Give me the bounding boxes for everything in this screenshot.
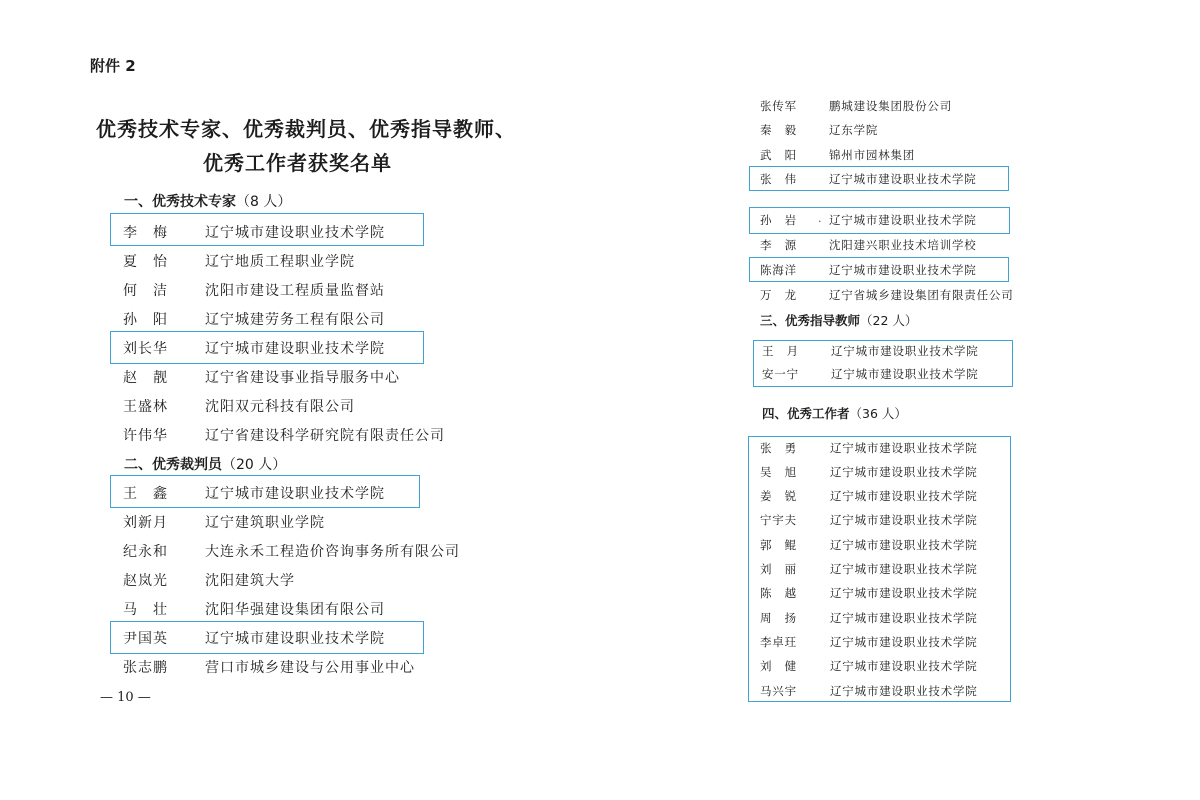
- awardee-org: 辽宁城市建设职业技术学院: [830, 538, 978, 552]
- highlight-box: [749, 257, 1009, 282]
- awardee-org: 辽宁城市建设职业技术学院: [830, 489, 978, 503]
- awardee-name: 张 伟: [760, 172, 797, 186]
- awardee-org: 辽宁城市建设职业技术学院: [830, 659, 978, 673]
- awardee-name: 姜 锐: [760, 489, 797, 503]
- awardee-org: 辽宁城市建设职业技术学院: [831, 367, 979, 381]
- awardee-name: 马兴宇: [760, 684, 797, 698]
- highlight-box: [110, 621, 424, 654]
- awardee-org: 辽宁省城乡建设集团有限责任公司: [829, 288, 1014, 302]
- awardee-name: 王 月: [762, 344, 799, 358]
- awardee-org: 辽宁地质工程职业学院: [205, 254, 355, 270]
- awardee-org: 沈阳建筑大学: [205, 573, 295, 589]
- awardee-name: 何 洁: [123, 283, 168, 299]
- awardee-name: 张 勇: [760, 441, 797, 455]
- section-heading-instructors: [760, 311, 917, 329]
- awardee-name: 秦 毅: [760, 123, 797, 137]
- document-title-line-2: 优秀工作者获奖名单: [203, 151, 392, 175]
- awardee-org: 辽宁城市建设职业技术学院: [205, 631, 385, 647]
- section-heading-experts: [124, 191, 291, 211]
- section-heading-referees: [124, 454, 286, 474]
- awardee-name: 张志鹏: [123, 660, 168, 676]
- awardee-org: 营口市城乡建设与公用事业中心: [205, 660, 415, 676]
- awardee-name: 赵岚光: [123, 573, 168, 589]
- awardee-org: 辽宁城市建设职业技术学院: [205, 486, 385, 502]
- awardee-org: 辽宁城市建设职业技术学院: [830, 562, 978, 576]
- awardee-org: 辽宁城市建设职业技术学院: [830, 635, 978, 649]
- awardee-org: 辽宁城市建设职业技术学院: [829, 172, 977, 186]
- section-count: （8 人）: [236, 194, 292, 210]
- awardee-name: 周 扬: [760, 611, 797, 625]
- awardee-org: 鹏城建设集团股份公司: [829, 99, 952, 113]
- highlight-box: [110, 475, 420, 508]
- awardee-name: 武 阳: [760, 148, 797, 162]
- awardee-org: 辽宁城市建设职业技术学院: [831, 344, 979, 358]
- awardee-name: 孙 阳: [123, 312, 168, 328]
- awardee-name: 孙 岩: [760, 213, 797, 227]
- section-title: 四、优秀工作者: [762, 406, 850, 421]
- awardee-name: 李 源: [760, 238, 797, 252]
- awardee-org: 辽宁建筑职业学院: [205, 515, 325, 531]
- awardee-org: 辽宁城市建设职业技术学院: [205, 225, 385, 241]
- attachment-label: 附件 2: [90, 57, 136, 75]
- section-heading-workers: [762, 404, 907, 422]
- awardee-name: 陈 越: [760, 586, 797, 600]
- awardee-name: 王盛林: [123, 399, 168, 415]
- section-title: 一、优秀技术专家: [124, 194, 236, 210]
- awardee-name: 马 壮: [123, 602, 168, 618]
- awardee-org: 辽宁省建设事业指导服务中心: [205, 370, 400, 386]
- awardee-name: 安一宁: [762, 367, 799, 381]
- awardee-name: 王 鑫: [123, 486, 168, 502]
- awardee-org: 沈阳华强建设集团有限公司: [205, 602, 385, 618]
- awardee-name: 刘 健: [760, 659, 797, 673]
- highlight-box: [753, 340, 1013, 387]
- section-count: （36 人）: [849, 406, 907, 421]
- awardee-name: 尹国英: [123, 631, 168, 647]
- awardee-org: 辽宁城市建设职业技术学院: [205, 341, 385, 357]
- awardee-org: 辽宁城市建设职业技术学院: [830, 684, 978, 698]
- document-title-line-1: 优秀技术专家、优秀裁判员、优秀指导教师、: [96, 117, 516, 141]
- highlight-box: [110, 213, 424, 246]
- highlight-box: [748, 436, 1011, 702]
- awardee-org: 大连永禾工程造价咨询事务所有限公司: [205, 544, 460, 560]
- awardee-org: 辽宁城市建设职业技术学院: [830, 465, 978, 479]
- awardee-name: 刘长华: [123, 341, 168, 357]
- awardee-org: 辽宁城市建设职业技术学院: [830, 611, 978, 625]
- awardee-org: 沈阳双元科技有限公司: [205, 399, 355, 415]
- awardee-org: 沈阳市建设工程质量监督站: [205, 283, 385, 299]
- awardee-org: 辽东学院: [829, 123, 879, 137]
- awardee-name: 郭 鲲: [760, 538, 797, 552]
- awardee-org: 辽宁城市建设职业技术学院: [830, 441, 978, 455]
- section-count: （22 人）: [860, 313, 918, 328]
- awardee-org: 辽宁城建劳务工程有限公司: [205, 312, 385, 328]
- awardee-org: 辽宁城市建设职业技术学院: [829, 263, 977, 277]
- highlight-box: [749, 207, 1010, 234]
- awardee-org: 锦州市园林集团: [829, 148, 916, 162]
- awardee-name: 万 龙: [760, 288, 797, 302]
- highlight-box: [110, 331, 424, 364]
- awardee-name: 纪永和: [123, 544, 168, 560]
- stray-mark: .: [818, 212, 822, 225]
- awardee-name: 宁宇夫: [760, 513, 797, 527]
- awardee-org: 辽宁城市建设职业技术学院: [830, 513, 978, 527]
- highlight-box: [749, 166, 1009, 191]
- awardee-org: 辽宁城市建设职业技术学院: [830, 586, 978, 600]
- awardee-name: 许伟华: [123, 428, 168, 444]
- section-title: 三、优秀指导教师: [760, 313, 861, 328]
- awardee-name: 陈海洋: [760, 263, 797, 277]
- awardee-name: 吴 旭: [760, 465, 797, 479]
- awardee-org: 沈阳建兴职业技术培训学校: [829, 238, 977, 252]
- awardee-name: 刘新月: [123, 515, 168, 531]
- awardee-name: 张传军: [760, 99, 797, 113]
- awardee-name: 刘 丽: [760, 562, 797, 576]
- section-count: （20 人）: [222, 457, 287, 473]
- section-title: 二、优秀裁判员: [124, 457, 222, 473]
- awardee-org: 辽宁城市建设职业技术学院: [829, 213, 977, 227]
- page-number: — 10 —: [100, 690, 151, 705]
- awardee-org: 辽宁省建设科学研究院有限责任公司: [205, 428, 445, 444]
- awardee-name: 李卓玨: [760, 635, 797, 649]
- awardee-name: 夏 怡: [123, 254, 168, 270]
- awardee-name: 李 梅: [123, 225, 168, 241]
- awardee-name: 赵 靓: [123, 370, 168, 386]
